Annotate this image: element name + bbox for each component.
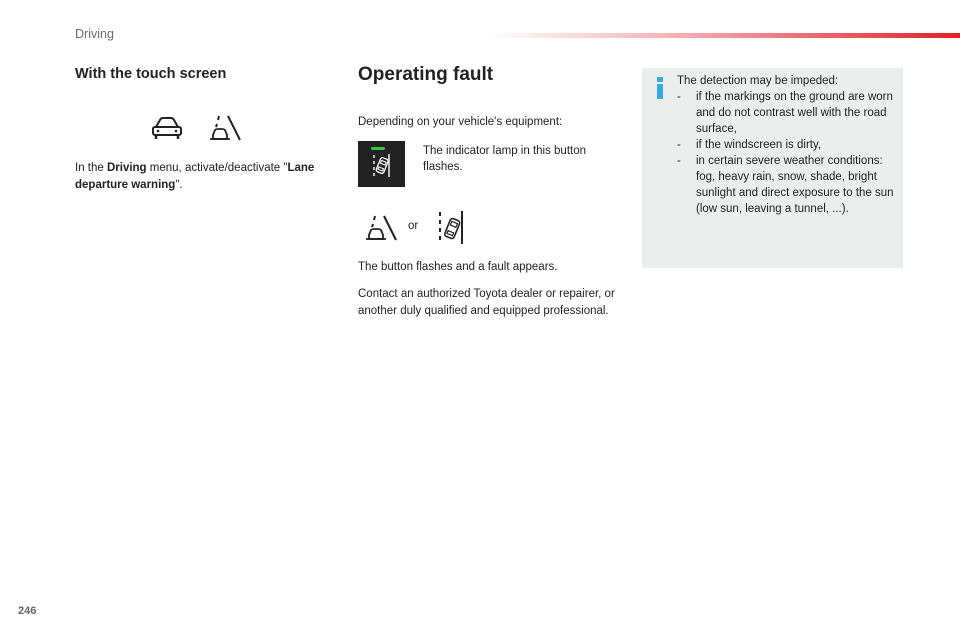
header-accent-bar bbox=[485, 33, 960, 38]
button-flashes-text: The button flashes and a fault appears. bbox=[358, 261, 558, 273]
driving-menu-name: Driving bbox=[106, 162, 147, 174]
section-label: Driving bbox=[75, 27, 114, 41]
fault-icons bbox=[366, 210, 476, 246]
touch-screen-icons bbox=[150, 114, 242, 142]
lane-car-icon bbox=[436, 210, 466, 246]
lane-departure-icon bbox=[366, 214, 398, 242]
info-intro: The detection may be impeded: bbox=[677, 75, 839, 87]
list-item: - if the markings on the ground are worn and do not contrast well with the road surface, bbox=[677, 91, 893, 135]
lane-departure-icon bbox=[210, 114, 242, 142]
touch-screen-heading: With the touch screen bbox=[75, 66, 227, 82]
info-list bbox=[677, 89, 897, 217]
operating-fault-heading: Operating fault bbox=[358, 64, 494, 85]
info-icon bbox=[654, 77, 666, 99]
page-number: 246 bbox=[18, 605, 37, 617]
lane-departure-warning-label: Lane departure warning bbox=[75, 162, 315, 191]
indicator-lamp-text: The indicator lamp in this button flashes. bbox=[423, 145, 587, 173]
indicator-lamp-icon bbox=[371, 147, 385, 150]
info-box bbox=[642, 68, 903, 268]
car-front-icon bbox=[150, 114, 184, 142]
equipment-note: Depending on your vehicle's equipment: bbox=[358, 116, 563, 128]
or-label: or bbox=[408, 220, 419, 232]
touch-screen-instruction: In the Driving menu, activate/deactivate "Lane departure warning". bbox=[75, 162, 315, 191]
contact-dealer-text: Contact an authorized Toyota dealer or repairer, or another duly qualified and equipped professional. bbox=[358, 288, 615, 317]
list-item: - if the windscreen is dirty, bbox=[677, 139, 822, 151]
list-item: - in certain severe weather conditions: fog, heavy rain, snow, shade, bright sunlight and direct exposure to the sun (low sun, leaving a tunnel, ...). bbox=[677, 155, 894, 215]
lane-departure-button-icon bbox=[358, 141, 405, 187]
